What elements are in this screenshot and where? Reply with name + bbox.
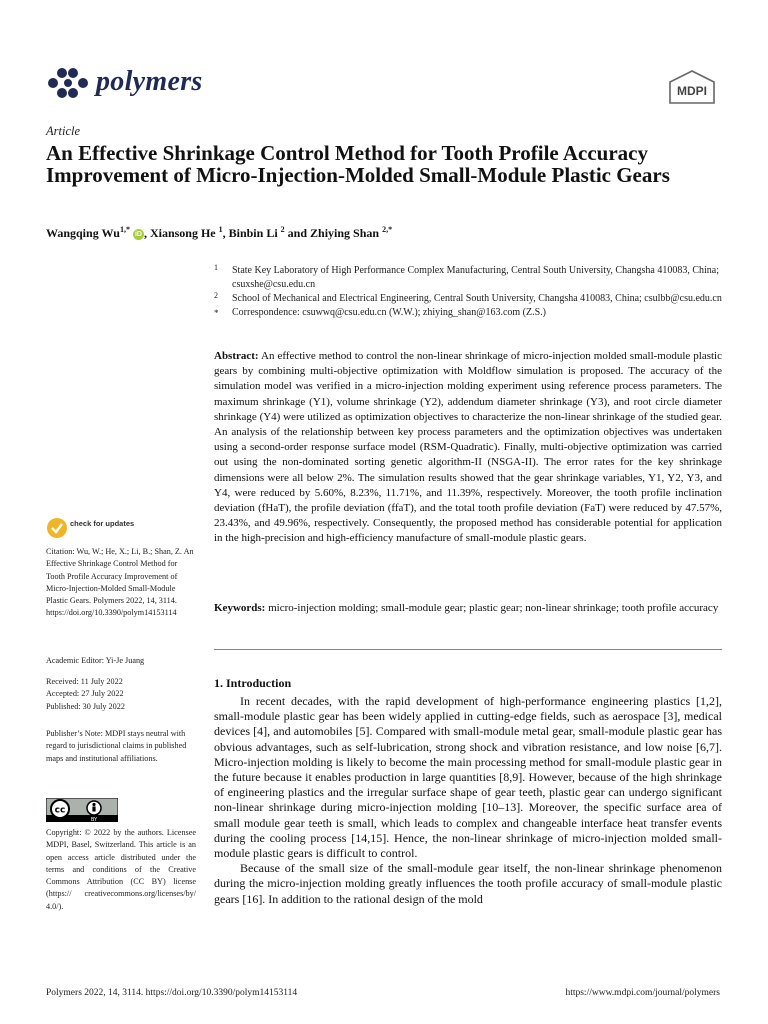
author-name[interactable]: Zhiying Shan	[310, 226, 380, 240]
svg-text:BY: BY	[90, 817, 98, 822]
keywords-label: Keywords:	[214, 602, 266, 614]
author-name[interactable]: Xiansong He	[149, 226, 216, 240]
keywords-text: micro-injection molding; small-module gear; plastic gear; non-linear shrinkage; tooth profile accuracy	[268, 602, 719, 614]
affiliation-item: 1 State Key Laboratory of High Performance Complex Manufacturing, Central South University, Changsha 410083, China; csuxshe@csu.edu.cn	[214, 263, 720, 290]
publisher-note: Publisher’s Note: MDPI stays neutral with regard to jurisdictional claims in published maps and institutional affiliations.	[46, 729, 187, 763]
cc-by-license-icon[interactable]	[46, 798, 118, 822]
paper-title: An Effective Shrinkage Control Method for Tooth Profile Accuracy Improvement of Micro-Injection-Molded Small-Module Plastic Gears	[46, 141, 670, 187]
check-updates-label: check for updates	[70, 519, 135, 528]
citation-block: Citation: Wu, W.; He, X.; Li, B.; Shan, Z. An Effective Shrinkage Control Method for Tooth Profile Accuracy Improvement of Micro-Injection-Molded Small-Module Plastic Gears. Polymers 2022, 14, 3114. https://doi.org/10.3390/polym14153114	[46, 547, 194, 618]
abstract-label: Abstract:	[214, 350, 259, 362]
abstract-text: An effective method to control the non-linear shrinkage of micro-injection molded small-module plastic gears by combining multi-objective optimization with Moldflow simulation is proposed. The accuracy of the simulation model was verified in a micro-injection molding experiment using reference process parameters. The maximum shrinkage (Y1), volume shrinkage (Y2), addendum diameter shrinkage (Y3), and root circle diameter shrinkage (Y4) were utilized as optimization objectives to characterize the non-linear shrinkage of the studied gear. An analysis of the relationship between key process parameters and the optimization objectives was undertaken using a second-order response surface model (RSM-Quadratic). Finally, multi-objective optimization was carried out using the non-dominated sorting genetic algorithm-II (NSGA-II). The error rates for the key shrinkage dimensions were all below 2%. The simulation results showed that the gear shrinkage variables, Y1, Y2, Y3, and Y4, were reduced by 5.60%, 8.23%, 11.71%, and 11.39%, respectively. Moreover, the tooth profile inclination deviation (fHaT), the profile deviation (ffaT), and the total tooth profile deviation (FaT) were reduced by 47.57%, 23.43%, and 49.96%, respectively. Consequently, the proposed method has considerable potential for application in the high-precision and high-efficiency manufacture of small-module plastic gears.	[214, 350, 722, 545]
received-date: Received: 11 July 2022	[46, 677, 123, 686]
publication-dates	[46, 676, 196, 713]
footer-journal-link[interactable]: https://www.mdpi.com/journal/polymers	[565, 988, 720, 998]
author-list: Wangqing $Wu^{1,*}$ iD , Xiansong He $^1$, Binbin Li $^2$ and Zhiying Shan $^{2,*}$	[46, 225, 393, 240]
section-divider	[214, 649, 722, 650]
copyright-notice: Copyright: © 2022 by the authors. Licensee MDPI, Basel, Switzerland. This article is an open access article distributed under the terms and conditions of the Creative Commons Attribution (CC BY) license (https:// creativecommons.org/licenses/by/ 4.0/).	[46, 828, 196, 911]
journal-name: polymers	[96, 66, 203, 97]
affiliation-item: 2 School of Mechanical and Electrical Engineering, Central South University, Changsha 410083, China; csulbb@csu.edu.cn	[214, 291, 722, 304]
check-updates-icon	[46, 517, 68, 539]
paragraph: Because of the small size of the small-module gear itself, the non-linear shrinkage phenomenon during the micro-injection molding greatly influences the tooth profile accuracy of small-module plastic gears [16]. In addition to the rational design of the mold	[214, 861, 722, 906]
paragraph: In recent decades, with the rapid development of high-performance engineering plastics [1,2], small-module plastic gear has been widely applied in cutting-edge fields, such as aerospace [3], medical devices [4], and automobiles [5]. Compared with small-module metal gear, small-module plastic gear has obvious advantages, such as self-lubrication, strong shock and vibration resistance, and low noise [6,7]. Micro-injection molding is likely to become the main processing method for small-module plastic gear in the future because it enables production in large quantities [8,9]. However, because of the high shrinkage of engineering plastics and the irregular surface shape of gear teeth, plastic gear can undergo significant non-linear shrinkage during micro-injection molding [10–13]. Moreover, the specific surface area of small module gear teeth is small, which leads to complex and changeable interface heat transfer events during the cooling process [14,15]. Hence, the non-linear shrinkage of micro-injection molded small-module plastic gears is difficult to control.	[214, 694, 722, 861]
academic-editor: Academic Editor: Yi-Je Juang	[46, 656, 145, 665]
keywords	[214, 601, 722, 617]
check-for-updates-button[interactable]	[46, 517, 196, 539]
article-type: Article	[46, 124, 81, 138]
footer-citation: Polymers 2022, 14, 3114. https://doi.org/10.3390/polym14153114	[46, 988, 298, 998]
polymers-logo-icon	[46, 64, 90, 102]
accepted-date: Accepted: 27 July 2022	[46, 689, 124, 699]
publisher-badge: MDPI	[677, 84, 707, 98]
author-name[interactable]: Binbin Li	[228, 226, 278, 240]
orcid-icon[interactable]: iD	[134, 231, 142, 238]
affiliations	[214, 264, 724, 320]
published-date: Published: 30 July 2022	[46, 701, 125, 711]
svg-text:cc: cc	[54, 805, 66, 816]
introduction-body	[214, 694, 722, 907]
section-heading: 1. Introduction	[214, 676, 292, 690]
abstract	[214, 349, 722, 547]
correspondence: * Correspondence: csuwwq@csu.edu.cn (W.W.); zhiying_shan@163.com (Z.S.)	[214, 307, 547, 318]
author-name[interactable]: Wangqing Wu	[46, 226, 120, 240]
